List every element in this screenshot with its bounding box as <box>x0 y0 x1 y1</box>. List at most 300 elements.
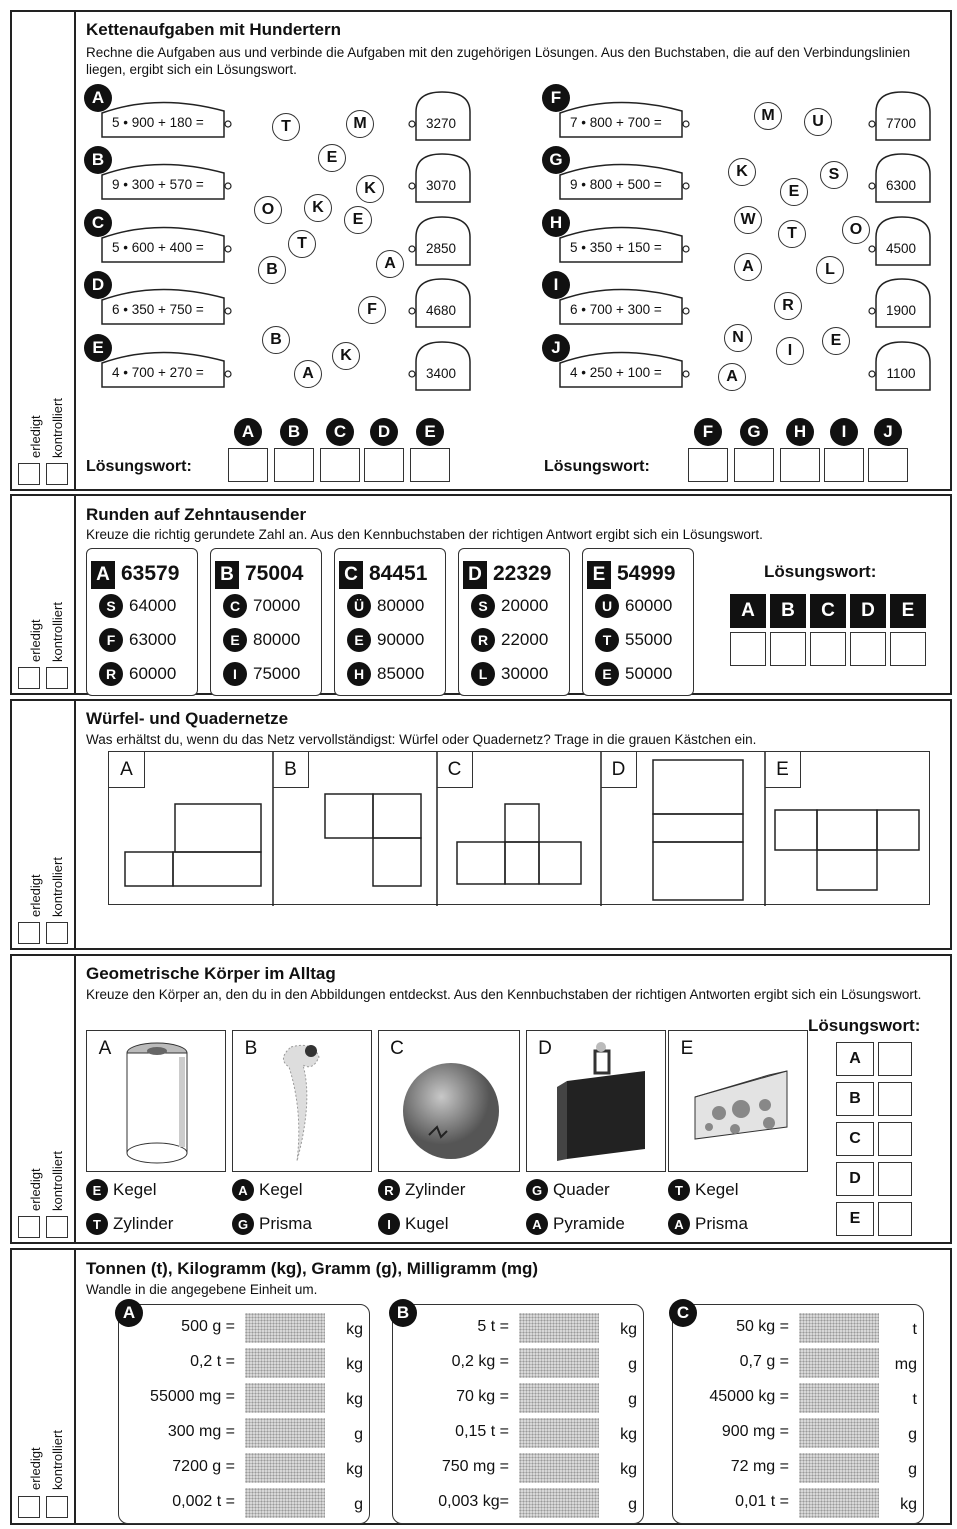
result-value: 1900 <box>885 303 917 318</box>
conversion-question: 500 g = <box>181 1318 235 1335</box>
solution-box[interactable] <box>734 448 774 482</box>
answer-field[interactable] <box>799 1313 879 1343</box>
connector-letter[interactable]: T <box>272 113 300 141</box>
rounding-option[interactable] <box>595 593 672 619</box>
section-instruction: Rechne die Aufgaben aus und verbinde die Aufgaben mit den zugehörigen Lösungen. Aus den Buchstaben, die auf den Verbindungslinien liegen, ergibt sich ein Lösungswort. <box>86 45 911 77</box>
answer-field[interactable] <box>519 1453 599 1483</box>
answer-field[interactable] <box>245 1488 325 1518</box>
card-header <box>215 561 303 589</box>
body-panel-a <box>86 1030 226 1172</box>
connector-letter[interactable]: E <box>344 206 372 234</box>
connector-letter[interactable]: F <box>358 296 386 324</box>
option-letter: G <box>232 1213 254 1235</box>
connector-letter[interactable]: I <box>776 337 804 365</box>
net-panels <box>108 751 930 905</box>
task-letter-i: I <box>542 271 570 299</box>
done-checkbox[interactable] <box>18 922 40 944</box>
net-label-e: E <box>765 752 801 788</box>
task-expression: 5 • 900 + 180 = <box>112 115 204 130</box>
card-letter: B <box>215 561 239 589</box>
rounding-card-c <box>334 548 446 696</box>
section-instruction: Wandle in die angegebene Einheit um. <box>86 1282 318 1297</box>
rounding-option[interactable] <box>347 593 424 619</box>
answer-field[interactable] <box>519 1313 599 1343</box>
solution-letter-c: C <box>326 418 354 446</box>
option-letter: T <box>86 1213 108 1235</box>
target-unit: kg <box>620 1461 637 1478</box>
done-label: erledigt <box>28 1168 43 1211</box>
target-unit: kg <box>346 1356 363 1373</box>
target-unit: mg <box>894 1356 917 1373</box>
task-letter-h: H <box>542 209 570 237</box>
solution-letter-h: H <box>786 418 814 446</box>
card-number: 75004 <box>245 562 304 585</box>
solution-box[interactable] <box>878 1122 912 1156</box>
option-value: 80000 <box>377 596 425 615</box>
checked-checkbox[interactable] <box>46 1216 68 1238</box>
option-text: Zylinder <box>113 1214 174 1233</box>
net-label-b: B <box>273 752 309 788</box>
answer-field[interactable] <box>245 1348 325 1378</box>
result-house <box>868 277 934 329</box>
task-expression: 9 • 300 + 570 = <box>112 177 204 192</box>
solution-box[interactable] <box>730 632 766 666</box>
body-panel-e <box>668 1030 808 1172</box>
solution-box[interactable] <box>810 632 846 666</box>
solution-box[interactable] <box>688 448 728 482</box>
net-label-d: D <box>601 752 637 788</box>
answer-field[interactable] <box>799 1453 879 1483</box>
solution-letter-b: B <box>770 594 806 628</box>
solution-row-a <box>836 1042 882 1076</box>
conversion-question: 70 kg = <box>456 1388 509 1405</box>
rounding-option[interactable] <box>223 627 300 653</box>
solution-box[interactable] <box>770 632 806 666</box>
answer-field[interactable] <box>245 1383 325 1413</box>
card-number: 84451 <box>369 562 428 585</box>
conversion-question: 0,2 kg = <box>451 1353 509 1370</box>
solution-letter-a: A <box>730 594 766 628</box>
solution-letter-e: E <box>890 594 926 628</box>
card-letter: E <box>587 561 611 589</box>
panel-label: B <box>244 1038 258 1059</box>
option-letter: Ü <box>347 594 371 618</box>
rounding-option[interactable] <box>99 627 176 653</box>
solution-box[interactable] <box>320 448 360 482</box>
card-letter: C <box>339 561 363 589</box>
conversion-question: 0,003 kg= <box>438 1493 509 1510</box>
section-runden <box>10 494 952 695</box>
card-header <box>339 561 427 589</box>
body-option[interactable] <box>86 1213 173 1235</box>
option-value: 60000 <box>129 664 177 683</box>
conversion-question: 50 kg = <box>736 1318 789 1335</box>
result-house <box>408 277 474 329</box>
panel-label: E <box>680 1038 694 1059</box>
option-letter: L <box>471 662 495 686</box>
rounding-option[interactable] <box>595 661 672 687</box>
conversion-question: 55000 mg = <box>150 1388 235 1405</box>
task-expression: 9 • 800 + 500 = <box>570 177 662 192</box>
solution-letter-d: D <box>370 418 398 446</box>
rounding-card-a <box>86 548 198 696</box>
connector-letter[interactable]: E <box>822 327 850 355</box>
rounding-option[interactable] <box>471 593 548 619</box>
result-house <box>868 152 934 204</box>
task-letter-e: E <box>84 334 112 362</box>
net-label-a: A <box>109 752 145 788</box>
task-expression: 6 • 700 + 300 = <box>570 302 662 317</box>
solution-letter-g: G <box>740 418 768 446</box>
connector-letter[interactable]: O <box>842 216 870 244</box>
task-letter-c: C <box>84 209 112 237</box>
solution-box[interactable] <box>274 448 314 482</box>
done-label: erledigt <box>28 1447 43 1490</box>
checked-label: kontrolliert <box>50 1430 65 1490</box>
target-unit: t <box>912 1391 917 1408</box>
task-expression: 5 • 600 + 400 = <box>112 240 204 255</box>
answer-field[interactable] <box>799 1348 879 1378</box>
result-value: 6300 <box>885 178 917 193</box>
body-option[interactable] <box>668 1179 738 1201</box>
section-instruction: Was erhältst du, wenn du das Netz vervollständigst: Würfel oder Quadernetz? Trage in die grauen Kästchen ein. <box>86 732 757 747</box>
rounding-option[interactable] <box>99 661 176 687</box>
conversion-question: 7200 g = <box>172 1458 235 1475</box>
solution-letter: C <box>836 1122 874 1156</box>
option-letter: A <box>668 1213 690 1235</box>
connector-letter[interactable]: A <box>734 253 762 281</box>
section-title: Runden auf Zehntausender <box>86 505 307 524</box>
section-kettenaufgaben <box>10 10 952 491</box>
solution-box[interactable] <box>228 448 268 482</box>
option-letter: E <box>86 1179 108 1201</box>
conversion-question: 0,7 g = <box>739 1353 789 1370</box>
solution-label: Lösungswort: <box>764 562 877 581</box>
connector-letter[interactable]: U <box>804 108 832 136</box>
result-house <box>868 90 934 142</box>
task-letter-a: A <box>84 84 112 112</box>
connector-letter[interactable]: M <box>346 110 374 138</box>
rounding-card-d <box>458 548 570 696</box>
option-text: Kegel <box>695 1180 739 1199</box>
rounding-option[interactable] <box>223 593 300 619</box>
task-expression: 7 • 800 + 700 = <box>570 115 662 130</box>
rounding-option[interactable] <box>347 627 424 653</box>
section-title: Kettenaufgaben mit Hundertern <box>86 20 342 39</box>
rounding-option[interactable] <box>471 627 548 653</box>
solution-box[interactable] <box>850 632 886 666</box>
result-value: 4680 <box>425 303 457 318</box>
card-letter: A <box>115 1299 143 1327</box>
done-checkbox[interactable] <box>18 1496 40 1518</box>
rounding-option[interactable] <box>99 593 176 619</box>
connector-letter[interactable]: K <box>356 175 384 203</box>
net-label-c: C <box>437 752 473 788</box>
option-letter: G <box>526 1179 548 1201</box>
body-option[interactable] <box>86 1179 156 1201</box>
card-number: 54999 <box>617 562 676 585</box>
option-text: Quader <box>553 1180 610 1199</box>
target-unit: g <box>908 1426 917 1443</box>
task-e <box>98 347 232 391</box>
body-panel-b <box>232 1030 372 1172</box>
solution-box[interactable] <box>878 1202 912 1236</box>
option-value: 22000 <box>501 630 549 649</box>
connector-letter[interactable]: R <box>774 292 802 320</box>
task-g <box>556 159 690 203</box>
answer-field[interactable] <box>519 1383 599 1413</box>
option-value: 50000 <box>625 664 673 683</box>
result-house <box>868 340 934 392</box>
option-letter: U <box>595 594 619 618</box>
connector-letter[interactable]: B <box>258 256 286 284</box>
task-letter-j: J <box>542 334 570 362</box>
connector-letter[interactable]: B <box>262 326 290 354</box>
status-sidebar <box>12 496 76 693</box>
option-value: 60000 <box>625 596 673 615</box>
option-letter: R <box>378 1179 400 1201</box>
connector-letter[interactable]: T <box>778 220 806 248</box>
answer-field[interactable] <box>245 1418 325 1448</box>
body-option[interactable] <box>526 1179 610 1201</box>
option-letter: E <box>595 662 619 686</box>
solution-box[interactable] <box>364 448 404 482</box>
connector-letter[interactable]: E <box>780 178 808 206</box>
answer-field[interactable] <box>799 1488 879 1518</box>
done-checkbox[interactable] <box>18 667 40 689</box>
body-option[interactable] <box>378 1179 465 1201</box>
option-letter: C <box>223 594 247 618</box>
answer-field[interactable] <box>245 1453 325 1483</box>
task-letter-d: D <box>84 271 112 299</box>
solution-letter: A <box>836 1042 874 1076</box>
result-value: 1100 <box>886 366 916 381</box>
rounding-option[interactable] <box>595 627 672 653</box>
connector-letter[interactable]: N <box>724 324 752 352</box>
option-value: 55000 <box>625 630 673 649</box>
card-number: 63579 <box>121 562 180 585</box>
checked-label: kontrolliert <box>50 398 65 458</box>
connector-letter[interactable]: O <box>254 196 282 224</box>
solution-row-e <box>836 1202 882 1236</box>
solution-letter: B <box>836 1082 874 1116</box>
card-letter: D <box>463 561 487 589</box>
rounding-option[interactable] <box>347 661 424 687</box>
solution-box[interactable] <box>878 1162 912 1196</box>
status-sidebar <box>12 12 76 489</box>
connector-letter[interactable]: K <box>728 158 756 186</box>
rounding-card-b <box>210 548 322 696</box>
body-panel-d <box>526 1030 666 1172</box>
connector-letter[interactable]: K <box>332 342 360 370</box>
checked-checkbox[interactable] <box>46 1496 68 1518</box>
rounding-option[interactable] <box>471 661 548 687</box>
status-sidebar <box>12 956 76 1242</box>
conversion-question: 72 mg = <box>730 1458 789 1475</box>
option-text: Prisma <box>695 1214 748 1233</box>
body-panel-c <box>378 1030 520 1172</box>
task-letter-g: G <box>542 146 570 174</box>
connector-letter[interactable]: W <box>734 206 762 234</box>
target-unit: kg <box>900 1496 917 1513</box>
option-letter: I <box>378 1213 400 1235</box>
solution-box[interactable] <box>878 1082 912 1116</box>
option-letter: H <box>347 662 371 686</box>
card-number: 22329 <box>493 562 552 585</box>
answer-field[interactable] <box>519 1418 599 1448</box>
task-b <box>98 159 232 203</box>
connector-letter[interactable]: K <box>304 194 332 222</box>
option-letter: F <box>99 628 123 652</box>
result-value: 3400 <box>425 366 457 381</box>
card-letter: C <box>669 1299 697 1327</box>
done-label: erledigt <box>28 415 43 458</box>
rounding-option[interactable] <box>223 661 300 687</box>
connector-letter[interactable]: E <box>318 144 346 172</box>
option-value: 75000 <box>253 664 301 683</box>
section-title: Würfel- und Quadernetze <box>86 709 289 728</box>
body-option[interactable] <box>232 1213 312 1235</box>
section-instruction: Kreuze die richtig gerundete Zahl an. Aus den Kennbuchstaben der richtigen Antwort ergibt sich ein Lösungswort. <box>86 527 763 542</box>
status-sidebar <box>12 701 76 948</box>
option-text: Kugel <box>405 1214 449 1233</box>
option-letter: T <box>595 628 619 652</box>
body-option[interactable] <box>378 1213 448 1235</box>
solution-label-right: Lösungswort: <box>544 458 650 475</box>
rounding-card-e <box>582 548 694 696</box>
status-sidebar <box>12 1250 76 1523</box>
conversion-question: 0,01 t = <box>735 1493 789 1510</box>
conversion-card-a <box>118 1304 370 1524</box>
result-house <box>408 152 474 204</box>
connector-letter[interactable]: A <box>376 250 404 278</box>
task-d <box>98 284 232 328</box>
answer-field[interactable] <box>799 1383 879 1413</box>
section-title: Geometrische Körper im Alltag <box>86 964 336 983</box>
option-letter: I <box>223 662 247 686</box>
answer-field[interactable] <box>245 1313 325 1343</box>
checked-label: kontrolliert <box>50 857 65 917</box>
connector-letter[interactable]: S <box>820 161 848 189</box>
solution-letter-e: E <box>416 418 444 446</box>
solution-box[interactable] <box>780 448 820 482</box>
done-label: erledigt <box>28 874 43 917</box>
task-j <box>556 347 690 391</box>
target-unit: g <box>628 1496 637 1513</box>
body-option[interactable] <box>232 1179 302 1201</box>
connector-letter[interactable]: A <box>718 363 746 391</box>
solution-letter-c: C <box>810 594 846 628</box>
option-letter: R <box>471 628 495 652</box>
section-title: Tonnen (t), Kilogramm (kg), Gramm (g), Milligramm (mg) <box>86 1259 539 1278</box>
task-i <box>556 284 690 328</box>
task-h <box>556 222 690 266</box>
answer-field[interactable] <box>799 1418 879 1448</box>
checked-checkbox[interactable] <box>46 922 68 944</box>
option-letter: A <box>232 1179 254 1201</box>
connector-letter[interactable]: M <box>754 102 782 130</box>
solution-letter: D <box>836 1162 874 1196</box>
answer-field[interactable] <box>519 1348 599 1378</box>
option-value: 70000 <box>253 596 301 615</box>
result-value: 3270 <box>425 116 457 131</box>
solution-box[interactable] <box>868 448 908 482</box>
conversion-question: 300 mg = <box>167 1423 235 1440</box>
connector-letter[interactable]: T <box>288 230 316 258</box>
target-unit: kg <box>346 1391 363 1408</box>
task-a <box>98 97 232 141</box>
solution-letter-f: F <box>694 418 722 446</box>
checked-checkbox[interactable] <box>46 667 68 689</box>
task-letter-b: B <box>84 146 112 174</box>
solution-box[interactable] <box>410 448 450 482</box>
solution-letter-d: D <box>850 594 886 628</box>
task-c <box>98 222 232 266</box>
body-option[interactable] <box>526 1213 625 1235</box>
body-option[interactable] <box>668 1213 748 1235</box>
answer-field[interactable] <box>519 1488 599 1518</box>
done-checkbox[interactable] <box>18 1216 40 1238</box>
panel-label: A <box>98 1038 112 1059</box>
checked-label: kontrolliert <box>50 602 65 662</box>
result-house <box>408 215 474 267</box>
conversion-question: 0,002 t = <box>172 1493 235 1510</box>
card-header <box>463 561 551 589</box>
option-value: 20000 <box>501 596 549 615</box>
target-unit: g <box>354 1426 363 1443</box>
solution-row-d <box>836 1162 882 1196</box>
conversion-card-c <box>672 1304 924 1524</box>
section-koerper <box>10 954 952 1244</box>
section-einheiten <box>10 1248 952 1525</box>
task-letter-f: F <box>542 84 570 112</box>
done-checkbox[interactable] <box>18 463 40 485</box>
target-unit: g <box>628 1391 637 1408</box>
option-value: 90000 <box>377 630 425 649</box>
section-instruction: Kreuze den Körper an, den du in den Abbildungen entdeckst. Aus den Kennbuchstaben der richtigen Antworten ergibt sich ein Lösungswort. <box>86 987 922 1002</box>
target-unit: kg <box>620 1321 637 1338</box>
target-unit: kg <box>346 1321 363 1338</box>
solution-letter-a: A <box>234 418 262 446</box>
connector-letter[interactable]: A <box>294 360 322 388</box>
solution-box[interactable] <box>890 632 926 666</box>
task-expression: 6 • 350 + 750 = <box>112 302 204 317</box>
result-value: 7700 <box>885 116 917 131</box>
conversion-question: 750 mg = <box>441 1458 509 1475</box>
result-value: 4500 <box>885 241 917 256</box>
checked-checkbox[interactable] <box>46 463 68 485</box>
connector-letter[interactable]: L <box>816 256 844 284</box>
solution-box[interactable] <box>878 1042 912 1076</box>
option-letter: E <box>347 628 371 652</box>
option-value: 64000 <box>129 596 177 615</box>
option-text: Kegel <box>113 1180 157 1199</box>
solution-letter-b: B <box>280 418 308 446</box>
option-letter: E <box>223 628 247 652</box>
result-house <box>408 90 474 142</box>
result-house <box>408 340 474 392</box>
option-value: 30000 <box>501 664 549 683</box>
solution-label: Lösungswort: <box>808 1016 921 1035</box>
option-value: 85000 <box>377 664 425 683</box>
option-letter: S <box>471 594 495 618</box>
option-text: Kegel <box>259 1180 303 1199</box>
solution-letter-j: J <box>874 418 902 446</box>
section-netze <box>10 699 952 950</box>
solution-box[interactable] <box>824 448 864 482</box>
task-expression: 4 • 700 + 270 = <box>112 365 204 380</box>
task-f <box>556 97 690 141</box>
